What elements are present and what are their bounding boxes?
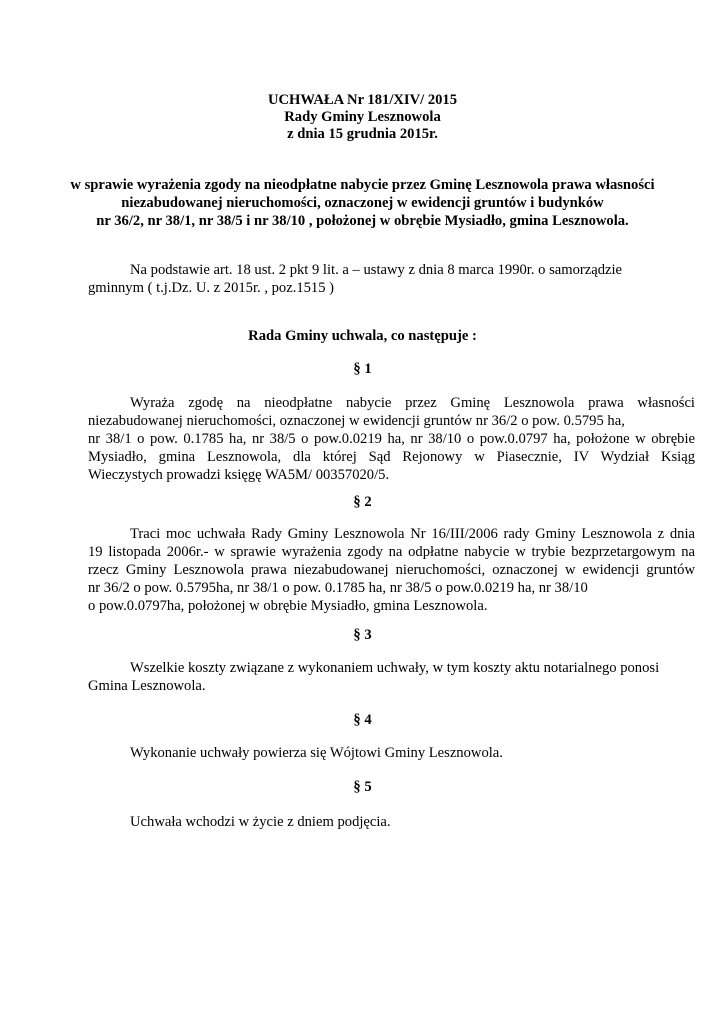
section-mark: § 5 xyxy=(353,779,372,795)
section-text-line: Wieczystych prowadzi księgę WA5M/ 00357020/5. xyxy=(88,467,390,483)
legal-basis-line: gminnym ( t.j.Dz. U. z 2015r. , poz.1515 ) xyxy=(88,280,335,296)
section-text-line: Wyraża zgodę na nieodpłatne nabycie przez Gminę Lesznowola prawa własności xyxy=(130,395,695,411)
section-text-line: o pow.0.0797ha, położonej w obrębie Mysiadło, gmina Lesznowola. xyxy=(88,598,488,614)
section-text-line: Wszelkie koszty związane z wykonaniem uchwały, w tym koszty aktu notarialnego ponosi xyxy=(130,660,660,676)
section-text-line: rzecz Gminy Lesznowola prawa niezabudowanej nieruchomości, oznaczonej w ewidencji gruntów xyxy=(88,562,695,578)
section-text-line: Mysiadło, gmina Lesznowola, dla której Sąd Rejonowy w Piasecznie, IV Wydział Ksiąg xyxy=(88,449,695,465)
section-mark: § 2 xyxy=(353,494,372,510)
section-text-line: 19 listopada 2006r.- w sprawie wyrażenia zgody na odpłatne nabycie w trybie bezprzetargowym na xyxy=(88,544,695,560)
resolves-heading: Rada Gminy uchwala, co następuje : xyxy=(248,328,477,344)
section-mark: § 3 xyxy=(353,627,372,643)
section-mark: § 4 xyxy=(353,712,372,728)
section-text-line: nr 36/2 o pow. 0.5795ha, nr 38/1 o pow. 0.1785 ha, nr 38/5 o pow.0.0219 ha, nr 38/10 xyxy=(88,580,588,596)
council-name: Rady Gminy Lesznowola xyxy=(284,109,441,125)
section-text-line: Traci moc uchwała Rady Gminy Lesznowola Nr 16/III/2006 rady Gminy Lesznowola z dnia xyxy=(130,526,695,542)
subject-line: niezabudowanej nieruchomości, oznaczonej w ewidencji gruntów i budynków xyxy=(121,195,604,211)
section-text-line: Uchwała wchodzi w życie z dniem podjęcia. xyxy=(130,814,391,830)
subject-line: nr 36/2, nr 38/1, nr 38/5 i nr 38/10 , położonej w obrębie Mysiadło, gmina Lesznowola. xyxy=(96,213,629,229)
section-text-line: Wykonanie uchwały powierza się Wójtowi Gminy Lesznowola. xyxy=(130,745,503,761)
resolution-date: z dnia 15 grudnia 2015r. xyxy=(287,126,438,142)
section-text-line: nr 38/1 o pow. 0.1785 ha, nr 38/5 o pow.0.0219 ha, nr 38/10 o pow.0.0797 ha, położone w obrębie xyxy=(88,431,695,447)
resolution-title: UCHWAŁA Nr 181/XIV/ 2015 xyxy=(267,92,458,108)
section-text-line: Gmina Lesznowola. xyxy=(88,678,206,694)
section-text-line: niezabudowanej nieruchomości, oznaczonej w ewidencji gruntów nr 36/2 o pow. 0.5795 ha, xyxy=(88,413,625,429)
section-mark: § 1 xyxy=(353,361,372,377)
legal-basis-line: Na podstawie art. 18 ust. 2 pkt 9 lit. a – ustawy z dnia 8 marca 1990r. o samorządzie xyxy=(130,262,623,278)
subject-line: w sprawie wyrażenia zgody na nieodpłatne nabycie przez Gminę Lesznowola prawa własności xyxy=(70,177,655,193)
